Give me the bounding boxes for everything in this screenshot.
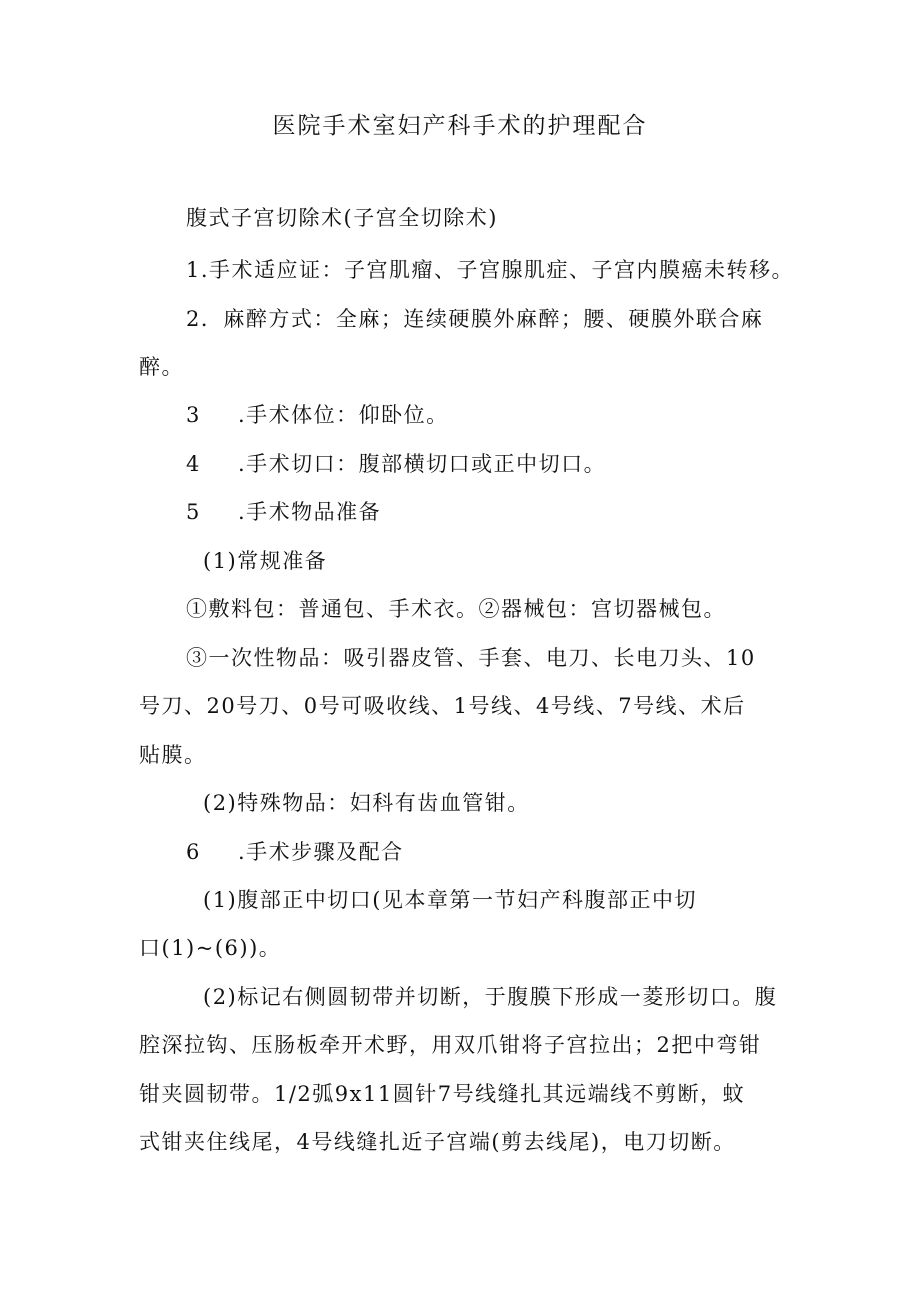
- item-text: .手术体位：仰卧位。: [238, 403, 449, 427]
- page-title: 医院手术室妇产科手术的护理配合: [272, 113, 648, 139]
- subitem-disposables: ③一次性物品：吸引器皮管、手套、电刀、长电刀头、10: [186, 646, 756, 670]
- subitem-midline-incision-cont: 口(1)~(6))。: [139, 936, 282, 960]
- paragraph-anesthesia-cont: 醉。: [139, 355, 184, 379]
- item-number: 6: [186, 840, 201, 864]
- item-text: .手术切口：腹部横切口或正中切口。: [238, 452, 607, 476]
- paragraph-indications: 1.手术适应证：子宫肌瘤、子宫腺肌症、子宫内膜癌未转移。: [186, 258, 795, 282]
- item-number: 4: [186, 452, 201, 476]
- item-number: 5: [186, 500, 201, 524]
- paragraph-incision: [186, 449, 606, 479]
- item-text: .手术物品准备: [238, 500, 382, 524]
- subitem-round-ligament: (2)标记右侧圆韧带并切断，于腹膜下形成一菱形切口。腹: [203, 985, 778, 1009]
- subitem-midline-incision: (1)腹部正中切口(见本章第一节妇产科腹部正中切: [203, 888, 697, 912]
- subitem-routine-prep: (1)常规准备: [203, 549, 328, 573]
- item-number: 3: [186, 403, 201, 427]
- item-text: .手术步骤及配合: [238, 840, 404, 864]
- subitem-disposables-cont: 贴膜。: [139, 743, 207, 767]
- subitem-special-supplies: (2)特殊物品：妇科有齿血管钳。: [203, 791, 530, 815]
- paragraph-position: [186, 400, 449, 430]
- subitem-dressing-instruments: ①敷料包：普通包、手术衣。②器械包：宫切器械包。: [186, 597, 726, 621]
- subitem-round-ligament-cont: 式钳夹住线尾，4号线缝扎近子宫端(剪去线尾)，电刀切断。: [139, 1130, 736, 1154]
- subitem-round-ligament-cont: 钳夹圆韧带。1/2弧9x11圆针7号线缝扎其远端线不剪断，蚊: [139, 1082, 746, 1106]
- paragraph-anesthesia: 2．麻醉方式：全麻；连续硬膜外麻醉；腰、硬膜外联合麻: [186, 307, 764, 331]
- paragraph-steps: [186, 837, 404, 867]
- paragraph-supplies: [186, 497, 381, 527]
- subitem-round-ligament-cont: 腔深拉钩、压肠板牵开术野，用双爪钳将子宫拉出；2把中弯钳: [139, 1033, 762, 1057]
- section-heading: 腹式子宫切除术(子宫全切除术): [186, 206, 498, 230]
- subitem-disposables-cont: 号刀、20号刀、0号可吸收线、1号线、4号线、7号线、术后: [139, 694, 746, 718]
